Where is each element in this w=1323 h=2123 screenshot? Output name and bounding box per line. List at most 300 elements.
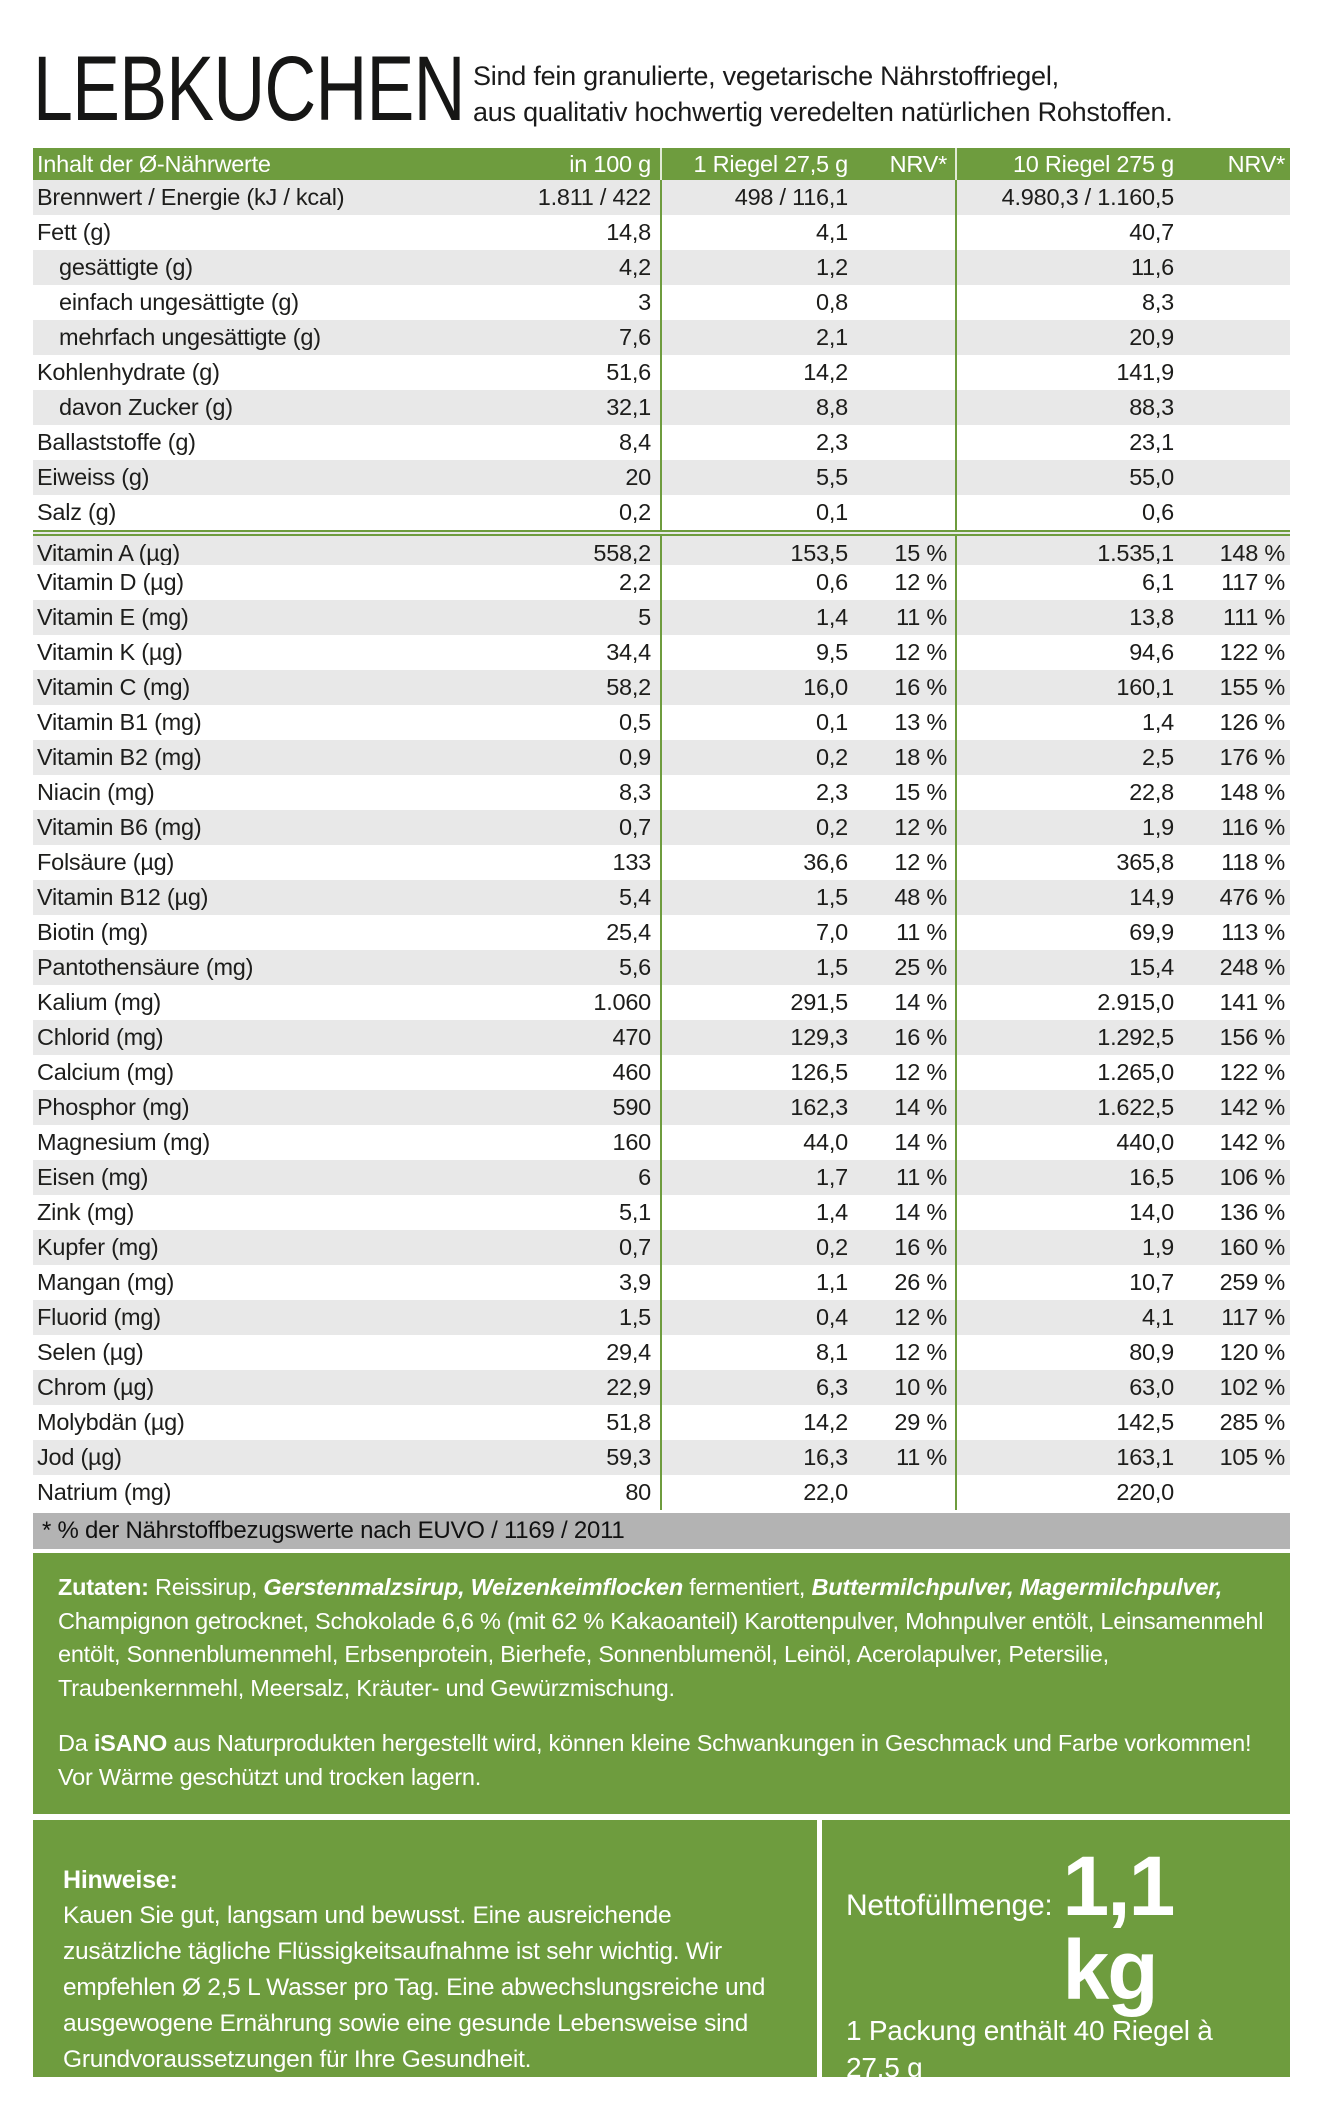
nrv-per-riegel: 11 % xyxy=(862,1440,957,1475)
table-row xyxy=(33,985,1290,1020)
value-per-riegel: 129,3 xyxy=(790,1024,848,1050)
subtitle-line-1: Sind fein granulierte, vegetarische Nährstoffriegel, xyxy=(473,61,1059,91)
column-header-1-riegel: 1 Riegel 27,5 g xyxy=(693,151,848,177)
nrv-per-riegel: 12 % xyxy=(862,810,957,845)
value-per-100g: 1.811 / 422 xyxy=(370,180,662,215)
value-per-100g: 5,6 xyxy=(370,950,662,985)
table-row xyxy=(33,1475,1290,1510)
nrv-per-10-riegel: 160 % xyxy=(1219,1234,1285,1260)
value-per-100g: 0,7 xyxy=(370,810,662,845)
value-per-100g: 51,8 xyxy=(370,1405,662,1440)
value-per-riegel: 0,8 xyxy=(816,289,848,315)
value-per-riegel: 1,5 xyxy=(816,954,848,980)
nrv-per-riegel: 25 % xyxy=(862,950,957,985)
nrv-per-riegel: 12 % xyxy=(862,1300,957,1335)
value-per-riegel: 1,5 xyxy=(816,884,848,910)
net-content-row xyxy=(846,1839,1266,2017)
value-per-riegel: 5,5 xyxy=(816,464,848,490)
nrv-per-riegel xyxy=(862,355,957,390)
nrv-per-riegel: 16 % xyxy=(862,670,957,705)
value-per-100g: 160 xyxy=(370,1125,662,1160)
hints-box xyxy=(33,1820,817,2077)
table-row xyxy=(33,915,1290,950)
row-label: Zink (mg) xyxy=(37,1199,135,1225)
value-per-riegel: 126,5 xyxy=(790,1059,848,1085)
value-per-riegel: 2,1 xyxy=(816,324,848,350)
row-label: Calcium (mg) xyxy=(37,1059,174,1085)
row-label: gesättigte (g) xyxy=(59,254,193,280)
nrv-per-10-riegel xyxy=(1190,425,1290,460)
value-per-riegel: 7,0 xyxy=(816,919,848,945)
table-row xyxy=(33,390,1290,425)
text-run: fermentiert, xyxy=(682,1574,812,1600)
text-run: aus Naturprodukten hergestellt wird, können kleine Schwankungen in Geschmack und Farbe vorkommen! Vor Wärme geschützt und trocken lagern. xyxy=(58,1730,1252,1790)
value-per-10-riegel: 8,3 xyxy=(1142,289,1174,315)
value-per-100g: 1.060 xyxy=(370,985,662,1020)
value-per-riegel: 16,3 xyxy=(803,1444,848,1470)
value-per-100g: 14,8 xyxy=(370,215,662,250)
value-per-10-riegel: 69,9 xyxy=(1129,919,1174,945)
value-per-100g: 58,2 xyxy=(370,670,662,705)
table-row xyxy=(33,355,1290,390)
value-per-riegel: 8,8 xyxy=(816,394,848,420)
nrv-per-10-riegel: 142 % xyxy=(1219,1094,1285,1120)
nrv-per-10-riegel: 105 % xyxy=(1219,1444,1285,1470)
column-header-nrv-10: NRV* xyxy=(1227,151,1285,177)
value-per-riegel: 498 / 116,1 xyxy=(734,184,848,210)
table-row xyxy=(33,1370,1290,1405)
nrv-per-riegel: 14 % xyxy=(862,985,957,1020)
nrv-per-riegel: 12 % xyxy=(862,565,957,600)
value-per-10-riegel: 365,8 xyxy=(1116,849,1174,875)
value-per-100g: 5,4 xyxy=(370,880,662,915)
column-header-10-riegel: 10 Riegel 275 g xyxy=(1012,151,1174,177)
nrv-per-riegel: 12 % xyxy=(862,1055,957,1090)
table-row xyxy=(33,1125,1290,1160)
nrv-per-riegel: 48 % xyxy=(862,880,957,915)
row-label: Mangan (mg) xyxy=(37,1269,175,1295)
nrv-per-riegel: 10 % xyxy=(862,1370,957,1405)
nrv-per-10-riegel xyxy=(1190,390,1290,425)
nrv-per-riegel: 15 % xyxy=(862,536,957,565)
storage-note-text xyxy=(58,1727,1265,1794)
value-per-riegel: 1,7 xyxy=(816,1164,848,1190)
nrv-per-riegel: 14 % xyxy=(862,1125,957,1160)
row-label: Pantothensäure (mg) xyxy=(37,954,254,980)
value-per-100g: 32,1 xyxy=(370,390,662,425)
product-subtitle xyxy=(473,58,1173,132)
table-row xyxy=(33,250,1290,285)
nrv-per-riegel: 11 % xyxy=(862,600,957,635)
nrv-per-10-riegel: 111 % xyxy=(1223,604,1285,630)
value-per-100g: 80 xyxy=(370,1475,662,1510)
row-label: davon Zucker (g) xyxy=(59,394,233,420)
table-row xyxy=(33,600,1290,635)
nrv-per-10-riegel: 126 % xyxy=(1219,709,1285,735)
row-label: Selen (µg) xyxy=(37,1339,144,1365)
text-run: Zutaten: xyxy=(58,1574,149,1600)
nrv-per-riegel: 14 % xyxy=(862,1090,957,1125)
row-label: Vitamin B12 (µg) xyxy=(37,884,209,910)
value-per-100g: 8,4 xyxy=(370,425,662,460)
value-per-riegel: 153,5 xyxy=(790,540,848,565)
nrv-per-riegel: 16 % xyxy=(862,1020,957,1055)
nrv-per-10-riegel: 141 % xyxy=(1219,989,1285,1015)
nrv-per-10-riegel: 116 % xyxy=(1221,814,1285,840)
nrv-per-riegel xyxy=(862,250,957,285)
pack-info-line-1: 1 Packung enthält 40 Riegel à 27,5 g xyxy=(846,2015,1213,2083)
row-label: Vitamin B6 (mg) xyxy=(37,814,202,840)
value-per-riegel: 2,3 xyxy=(816,429,848,455)
nrv-per-10-riegel: 117 % xyxy=(1221,569,1285,595)
text-run: Buttermilchpulver, Magermilchpulver, xyxy=(811,1574,1223,1600)
table-row xyxy=(33,1230,1290,1265)
value-per-riegel: 0,2 xyxy=(816,1234,848,1260)
value-per-100g: 558,2 xyxy=(370,536,662,565)
value-per-10-riegel: 80,9 xyxy=(1129,1339,1174,1365)
value-per-riegel: 0,2 xyxy=(816,744,848,770)
value-per-10-riegel: 163,1 xyxy=(1116,1444,1174,1470)
row-label: Fluorid (mg) xyxy=(37,1304,161,1330)
nrv-per-10-riegel xyxy=(1190,355,1290,390)
table-row xyxy=(33,460,1290,495)
value-per-riegel: 14,2 xyxy=(803,359,848,385)
row-label: Chlorid (mg) xyxy=(37,1024,164,1050)
nrv-per-riegel: 15 % xyxy=(862,775,957,810)
nrv-per-10-riegel: 102 % xyxy=(1219,1374,1285,1400)
table-row xyxy=(33,705,1290,740)
value-per-riegel: 1,4 xyxy=(816,1199,848,1225)
column-header-per-100g: in 100 g xyxy=(370,148,662,180)
value-per-100g: 34,4 xyxy=(370,635,662,670)
nrv-per-10-riegel xyxy=(1190,285,1290,320)
row-label: Eiweiss (g) xyxy=(37,464,150,490)
row-label: Vitamin D (µg) xyxy=(37,569,184,595)
value-per-10-riegel: 141,9 xyxy=(1116,359,1174,385)
row-label: Vitamin C (mg) xyxy=(37,674,190,700)
nrv-per-riegel: 12 % xyxy=(862,635,957,670)
value-per-10-riegel: 10,7 xyxy=(1129,1269,1174,1295)
table-row xyxy=(33,1020,1290,1055)
value-per-riegel: 9,5 xyxy=(816,639,848,665)
nrv-per-10-riegel xyxy=(1190,495,1290,530)
value-per-10-riegel: 142,5 xyxy=(1116,1409,1174,1435)
nrv-per-riegel: 12 % xyxy=(862,1335,957,1370)
nrv-per-10-riegel: 120 % xyxy=(1219,1339,1285,1365)
label-header xyxy=(33,36,1290,140)
row-label: Phosphor (mg) xyxy=(37,1094,190,1120)
value-per-10-riegel: 13,8 xyxy=(1129,604,1174,630)
value-per-riegel: 162,3 xyxy=(790,1094,848,1120)
value-per-10-riegel: 1.292,5 xyxy=(1097,1024,1174,1050)
table-row xyxy=(33,1405,1290,1440)
value-per-100g: 0,2 xyxy=(370,495,662,530)
nrv-per-10-riegel: 148 % xyxy=(1219,779,1285,805)
table-row xyxy=(33,775,1290,810)
value-per-riegel: 0,4 xyxy=(816,1304,848,1330)
value-per-100g: 0,7 xyxy=(370,1230,662,1265)
text-run: Da xyxy=(58,1730,94,1756)
row-label: Eisen (mg) xyxy=(37,1164,149,1190)
row-label: Folsäure (µg) xyxy=(37,849,175,875)
row-label: Brennwert / Energie (kJ / kcal) xyxy=(37,184,345,210)
value-per-riegel: 1,1 xyxy=(816,1269,848,1295)
nrv-per-riegel xyxy=(862,180,957,215)
column-header-nrv-1: NRV* xyxy=(862,148,957,180)
value-per-10-riegel: 220,0 xyxy=(1116,1479,1174,1505)
value-per-100g: 4,2 xyxy=(370,250,662,285)
value-per-10-riegel: 94,6 xyxy=(1129,639,1174,665)
table-row xyxy=(33,950,1290,985)
row-label: Vitamin K (µg) xyxy=(37,639,183,665)
nrv-per-10-riegel: 117 % xyxy=(1221,1304,1285,1330)
value-per-10-riegel: 55,0 xyxy=(1129,464,1174,490)
value-per-riegel: 6,3 xyxy=(816,1374,848,1400)
value-per-riegel: 0,2 xyxy=(816,814,848,840)
row-label: Kupfer (mg) xyxy=(37,1234,159,1260)
table-row xyxy=(33,565,1290,600)
nrv-per-10-riegel: 118 % xyxy=(1221,849,1285,875)
column-header-content: Inhalt der Ø-Nährwerte xyxy=(37,151,271,177)
hints-heading: Hinweise: xyxy=(63,1866,178,1894)
net-content-label: Nettofüllmenge: xyxy=(846,1889,1053,1922)
value-per-100g: 25,4 xyxy=(370,915,662,950)
table-row xyxy=(33,1265,1290,1300)
nrv-per-10-riegel: 176 % xyxy=(1219,744,1285,770)
row-label: Vitamin B2 (mg) xyxy=(37,744,202,770)
pack-info-line-2: 4 Portionen à 10 Riegel xyxy=(846,2089,1134,2120)
nrv-per-10-riegel xyxy=(1190,1475,1290,1510)
value-per-100g: 3 xyxy=(370,285,662,320)
ingredients-block xyxy=(33,1553,1290,1814)
value-per-10-riegel: 1,9 xyxy=(1142,814,1174,840)
value-per-10-riegel: 6,1 xyxy=(1142,569,1174,595)
value-per-10-riegel: 1,4 xyxy=(1142,709,1174,735)
row-label: Jod (µg) xyxy=(37,1444,122,1470)
nrv-per-riegel: 11 % xyxy=(862,915,957,950)
value-per-10-riegel: 15,4 xyxy=(1129,954,1174,980)
value-per-100g: 0,9 xyxy=(370,740,662,775)
nrv-per-riegel xyxy=(862,215,957,250)
nrv-per-riegel: 13 % xyxy=(862,705,957,740)
nrv-per-riegel: 26 % xyxy=(862,1265,957,1300)
value-per-100g: 22,9 xyxy=(370,1370,662,1405)
nrv-per-10-riegel: 113 % xyxy=(1221,919,1285,945)
value-per-riegel: 36,6 xyxy=(803,849,848,875)
value-per-100g: 6 xyxy=(370,1160,662,1195)
value-per-10-riegel: 160,1 xyxy=(1116,674,1174,700)
value-per-100g: 470 xyxy=(370,1020,662,1055)
value-per-100g: 460 xyxy=(370,1055,662,1090)
value-per-10-riegel: 1.535,1 xyxy=(1097,540,1174,565)
value-per-100g: 8,3 xyxy=(370,775,662,810)
product-title: LEBKUCHEN xyxy=(33,38,465,140)
nrv-per-10-riegel xyxy=(1190,320,1290,355)
value-per-riegel: 14,2 xyxy=(803,1409,848,1435)
text-run: Reissirup, xyxy=(148,1574,264,1600)
nrv-per-10-riegel xyxy=(1190,180,1290,215)
text-run: iSANO xyxy=(93,1730,168,1756)
row-label: Chrom (µg) xyxy=(37,1374,154,1400)
row-label: Natrium (mg) xyxy=(37,1479,172,1505)
nrv-per-10-riegel xyxy=(1190,460,1290,495)
table-row xyxy=(33,1055,1290,1090)
value-per-10-riegel: 14,9 xyxy=(1129,884,1174,910)
row-label: Vitamin B1 (mg) xyxy=(37,709,202,735)
nrv-per-10-riegel xyxy=(1190,250,1290,285)
net-content-value: 1,1 kg xyxy=(1062,1839,1174,2017)
table-row xyxy=(33,670,1290,705)
row-label: Kohlenhydrate (g) xyxy=(37,359,220,385)
nrv-per-10-riegel: 122 % xyxy=(1219,1059,1285,1085)
value-per-riegel: 0,6 xyxy=(816,569,848,595)
value-per-10-riegel: 1.265,0 xyxy=(1097,1059,1174,1085)
value-per-10-riegel: 40,7 xyxy=(1129,219,1174,245)
value-per-10-riegel: 440,0 xyxy=(1116,1129,1174,1155)
table-body xyxy=(33,180,1290,1510)
value-per-10-riegel: 11,6 xyxy=(1130,254,1174,280)
value-per-10-riegel: 22,8 xyxy=(1129,779,1174,805)
text-run: Gerstenmalzsirup, Weizenkeimflocken xyxy=(263,1574,683,1600)
table-row xyxy=(33,845,1290,880)
value-per-100g: 59,3 xyxy=(370,1440,662,1475)
value-per-100g: 29,4 xyxy=(370,1335,662,1370)
table-row xyxy=(33,1160,1290,1195)
nrv-per-riegel: 12 % xyxy=(862,845,957,880)
table-row xyxy=(33,635,1290,670)
value-per-riegel: 1,4 xyxy=(816,604,848,630)
table-row xyxy=(33,1090,1290,1125)
value-per-10-riegel: 4,1 xyxy=(1142,1304,1174,1330)
nrv-per-riegel: 16 % xyxy=(862,1230,957,1265)
value-per-10-riegel: 1,9 xyxy=(1142,1234,1174,1260)
net-content-box xyxy=(822,1820,1290,2120)
table-row xyxy=(33,810,1290,845)
value-per-riegel: 8,1 xyxy=(816,1339,848,1365)
table-row xyxy=(33,1300,1290,1335)
nrv-per-riegel xyxy=(862,460,957,495)
nutrition-table xyxy=(33,148,1290,1510)
value-per-10-riegel: 63,0 xyxy=(1129,1374,1174,1400)
row-label: Molybdän (µg) xyxy=(37,1409,185,1435)
table-row xyxy=(33,1195,1290,1230)
value-per-10-riegel: 20,9 xyxy=(1129,324,1174,350)
nrv-per-10-riegel: 136 % xyxy=(1219,1199,1285,1225)
row-label: Ballaststoffe (g) xyxy=(37,429,196,455)
table-row xyxy=(33,180,1290,215)
table-row xyxy=(33,740,1290,775)
value-per-10-riegel: 2,5 xyxy=(1142,744,1174,770)
nrv-per-10-riegel: 156 % xyxy=(1219,1024,1285,1050)
value-per-100g: 133 xyxy=(370,845,662,880)
table-row xyxy=(33,530,1290,565)
bottom-section xyxy=(33,1820,1290,2120)
table-row xyxy=(33,1335,1290,1370)
row-label: mehrfach ungesättigte (g) xyxy=(59,324,321,350)
row-label: Vitamin A (µg) xyxy=(37,540,180,565)
value-per-10-riegel: 16,5 xyxy=(1129,1164,1174,1190)
nrv-per-riegel xyxy=(862,285,957,320)
nrv-per-riegel xyxy=(862,390,957,425)
value-per-100g: 3,9 xyxy=(370,1265,662,1300)
value-per-riegel: 44,0 xyxy=(803,1129,848,1155)
value-per-10-riegel: 2.915,0 xyxy=(1097,989,1174,1015)
value-per-10-riegel: 1.622,5 xyxy=(1097,1094,1174,1120)
row-label: Salz (g) xyxy=(37,499,117,525)
nrv-per-riegel xyxy=(862,1475,957,1510)
value-per-100g: 5 xyxy=(370,600,662,635)
ingredients-text xyxy=(58,1571,1265,1705)
value-per-riegel: 2,3 xyxy=(816,779,848,805)
value-per-10-riegel: 23,1 xyxy=(1129,429,1174,455)
subtitle-line-2: aus qualitativ hochwertig veredelten natürlichen Rohstoffen. xyxy=(473,97,1173,127)
table-row xyxy=(33,425,1290,460)
value-per-10-riegel: 0,6 xyxy=(1142,499,1174,525)
value-per-riegel: 16,0 xyxy=(803,674,848,700)
table-row xyxy=(33,880,1290,915)
nrv-per-10-riegel: 248 % xyxy=(1219,954,1285,980)
table-row xyxy=(33,320,1290,355)
table-row xyxy=(33,215,1290,250)
nrv-per-10-riegel xyxy=(1190,215,1290,250)
value-per-riegel: 22,0 xyxy=(803,1479,848,1505)
row-label: Fett (g) xyxy=(37,219,111,245)
value-per-100g: 20 xyxy=(370,460,662,495)
nrv-per-10-riegel: 106 % xyxy=(1219,1164,1285,1190)
nrv-per-10-riegel: 155 % xyxy=(1219,674,1285,700)
nrv-per-10-riegel: 476 % xyxy=(1219,884,1285,910)
nrv-per-riegel: 14 % xyxy=(862,1195,957,1230)
row-label: Niacin (mg) xyxy=(37,779,155,805)
value-per-100g: 51,6 xyxy=(370,355,662,390)
value-per-100g: 0,5 xyxy=(370,705,662,740)
nrv-per-10-riegel: 259 % xyxy=(1219,1269,1285,1295)
row-label: Kalium (mg) xyxy=(37,989,162,1015)
text-run: Champignon getrocknet, Schokolade 6,6 % (mit 62 % Kakaoanteil) Karottenpulver, Mohnpulver entölt, Leinsamenmehl entölt, Sonnenblumenmehl, Erbsenprotein, Bierhefe, Sonnenblumenöl, Leinöl, Acerolapulver, Petersilie, Traubenkernmehl, Meersalz, Kräuter- und Gewürzmischung. xyxy=(58,1607,1264,1701)
table-row xyxy=(33,1440,1290,1475)
table-row xyxy=(33,285,1290,320)
value-per-10-riegel: 4.980,3 / 1.160,5 xyxy=(1001,184,1174,210)
table-header-row xyxy=(33,148,1290,180)
nrv-footnote-bar: * % der Nährstoffbezugswerte nach EUVO / 1169 / 2011 xyxy=(33,1513,1290,1549)
value-per-100g: 7,6 xyxy=(370,320,662,355)
nrv-per-riegel xyxy=(862,425,957,460)
value-per-100g: 590 xyxy=(370,1090,662,1125)
row-label: Vitamin E (mg) xyxy=(37,604,189,630)
nrv-per-10-riegel: 122 % xyxy=(1219,639,1285,665)
pack-info xyxy=(846,2012,1266,2123)
nrv-per-riegel: 29 % xyxy=(862,1405,957,1440)
row-label: Magnesium (mg) xyxy=(37,1129,210,1155)
hints-text: Kauen Sie gut, langsam und bewusst. Eine ausreichende zusätzliche tägliche Flüssigkeitsaufnahme ist sehr wichtig. Wir empfehlen Ø 2,5 L Wasser pro Tag. Eine abwechslungsreiche und ausgewogene Ernährung sowie eine gesunde Lebensweise sind Grundvoraussetzungen für Ihre Gesundheit. xyxy=(63,1902,766,2073)
value-per-riegel: 291,5 xyxy=(790,989,848,1015)
nrv-per-10-riegel: 285 % xyxy=(1219,1409,1285,1435)
value-per-100g: 5,1 xyxy=(370,1195,662,1230)
nrv-per-10-riegel: 142 % xyxy=(1219,1129,1285,1155)
row-label: einfach ungesättigte (g) xyxy=(59,289,299,315)
value-per-10-riegel: 88,3 xyxy=(1129,394,1174,420)
value-per-100g: 1,5 xyxy=(370,1300,662,1335)
value-per-riegel: 4,1 xyxy=(816,219,848,245)
nrv-per-riegel xyxy=(862,320,957,355)
row-label: Biotin (mg) xyxy=(37,919,148,945)
table-row xyxy=(33,495,1290,530)
value-per-riegel: 0,1 xyxy=(816,499,848,525)
nrv-per-10-riegel: 148 % xyxy=(1219,540,1285,565)
nrv-per-riegel: 18 % xyxy=(862,740,957,775)
value-per-riegel: 1,2 xyxy=(816,254,848,280)
value-per-riegel: 0,1 xyxy=(816,709,848,735)
